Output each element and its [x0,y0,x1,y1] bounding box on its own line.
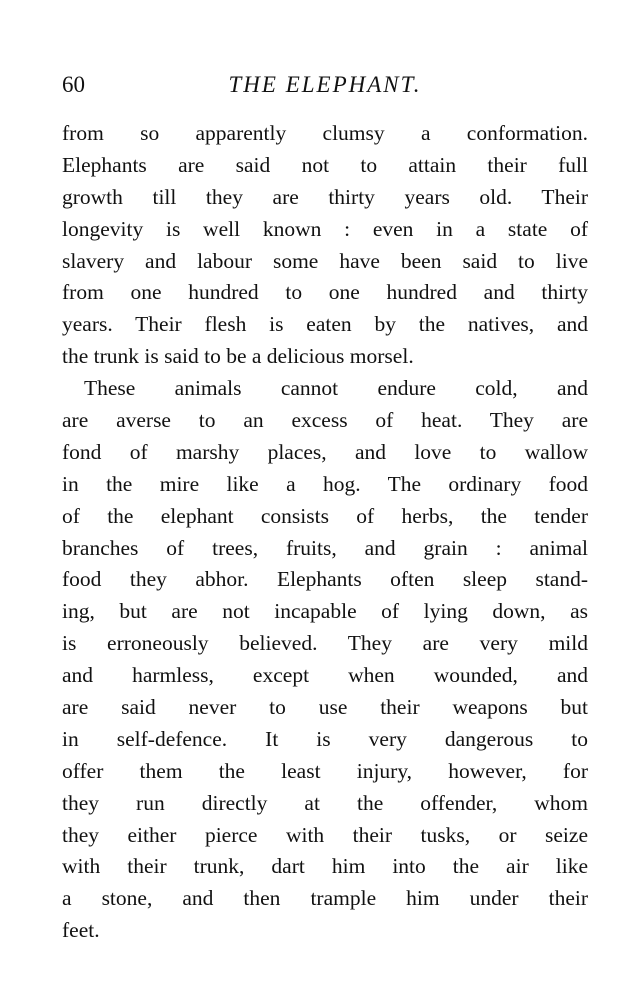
paragraph [62,118,588,373]
text-line: longevity is well known : even in a state of [62,216,588,241]
page-body [62,118,588,947]
text-line: slavery and labour some have been said to live [62,248,588,273]
running-header [62,72,588,106]
text-line: from one hundred to one hundred and thirty [62,280,588,305]
text-line: branches of trees, fruits, and grain : animal [62,535,588,560]
text-line: fond of marshy places, and love to wallow [62,439,588,464]
text-line: they either pierce with their tusks, or seize [62,822,588,847]
text-line: Elephants are said not to attain their full [62,152,588,177]
text-line: and harmless, except when wounded, and [62,663,588,688]
running-title: THE ELEPHANT. [228,72,422,97]
text-line: offer them the least injury, however, for [62,758,588,783]
text-line: ing, but are not incapable of lying down, as [62,599,588,624]
paragraph [62,373,588,947]
text-line: are said never to use their weapons but [62,695,588,720]
text-line: they run directly at the offender, whom [62,790,588,815]
text-line: of the elephant consists of herbs, the tender [62,503,588,528]
text-line: from so apparently clumsy a conformation. [62,121,588,145]
text-line: a stone, and then trample him under their [62,886,588,911]
text-line: is erroneously believed. They are very mild [62,631,588,656]
text-line: feet. [62,918,100,943]
text-line: years. Their flesh is eaten by the natives, and [62,312,588,337]
text-line: are averse to an excess of heat. They are [62,408,588,433]
text-line: food they abhor. Elephants often sleep stand- [62,567,588,592]
page-number: 60 [62,72,85,97]
text-line: in self-defence. It is very dangerous to [62,726,588,751]
text-line: with their trunk, dart him into the air like [62,854,588,879]
text-line: the trunk is said to be a delicious morsel. [62,344,414,369]
text-line: These animals cannot endure cold, and [84,376,588,401]
text-line: growth till they are thirty years old. Their [62,184,588,209]
text-line: in the mire like a hog. The ordinary food [62,471,588,496]
